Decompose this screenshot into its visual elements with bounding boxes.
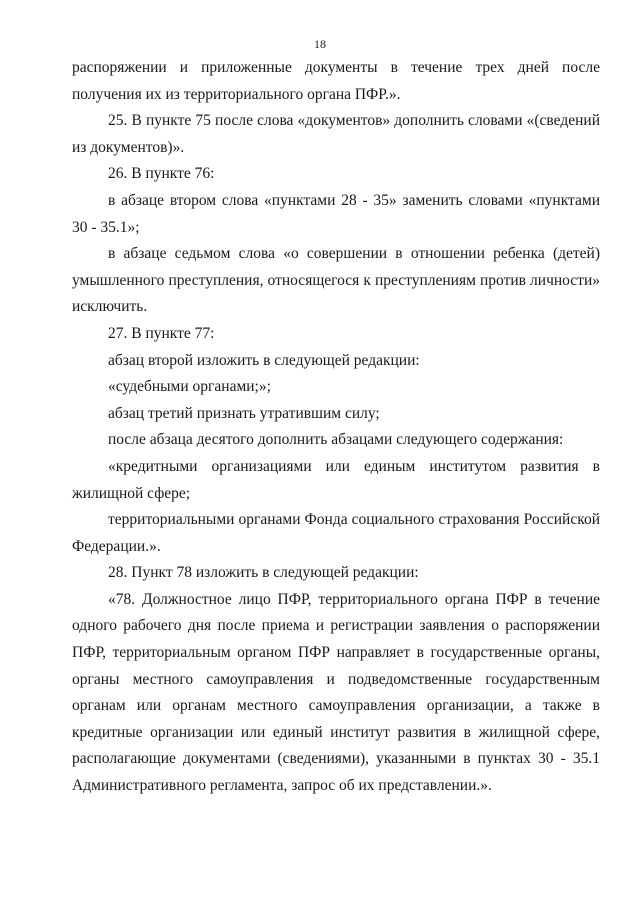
paragraph-27-quote-credit: «кредитными организациями или единым институтом развития в жилищной сфере; [72, 457, 600, 502]
paragraph-27-quote-courts: «судебными органами;»; [108, 378, 271, 396]
paragraph-item-26: 26. В пункте 76: [108, 165, 215, 183]
paragraph-item-28: 28. Пункт 78 изложить в следующей редакции: [108, 564, 419, 582]
page-number: 18 [314, 37, 326, 51]
paragraph-27-abzac-2: абзац второй изложить в следующей редакции: [108, 351, 420, 369]
paragraph-27-quote-fss: территориальными органами Фонда социального страхования Российской Федерации.». [72, 511, 600, 555]
paragraph-26-abzac-7: в абзаце седьмом слова «о совершении в отношении ребенка (детей) умышленного преступления, относящегося к преступлениям против личности» исключить. [72, 245, 600, 316]
paragraph-item-27: 27. В пункте 77: [108, 324, 215, 342]
paragraph-28-quote-78: «78. Должностное лицо ПФР, территориального органа ПФР в течение одного рабочего дня после приема и регистрации заявления о распоряжении ПФР, территориальным органом ПФР направляет в государственные органы, органы местного самоуправления и подведомственные государственным органам или органам местного самоуправления организации, а также в кредитные организации или единый институт развития в жилищной сфере, располагающие документами (сведениями), указанными в пунктах 30 - 35.1 Административного регламента, запрос об их представлении.». [72, 590, 600, 795]
paragraph-item-25: 25. В пункте 75 после слова «документов» дополнить словами «(сведений из документов)». [72, 112, 600, 156]
document-body [72, 55, 600, 800]
paragraph-26-abzac-2: в абзаце втором слова «пунктами 28 - 35» заменить словами «пунктами 30 - 35.1»; [72, 191, 600, 236]
paragraph-27-after-abzac-10: после абзаца десятого дополнить абзацами следующего содержания: [108, 431, 564, 449]
paragraph-continuation: распоряжении и приложенные документы в течение трех дней после получения их из территориального органа ПФР.». [72, 59, 600, 103]
paragraph-27-abzac-3: абзац третий признать утратившим силу; [108, 404, 380, 422]
